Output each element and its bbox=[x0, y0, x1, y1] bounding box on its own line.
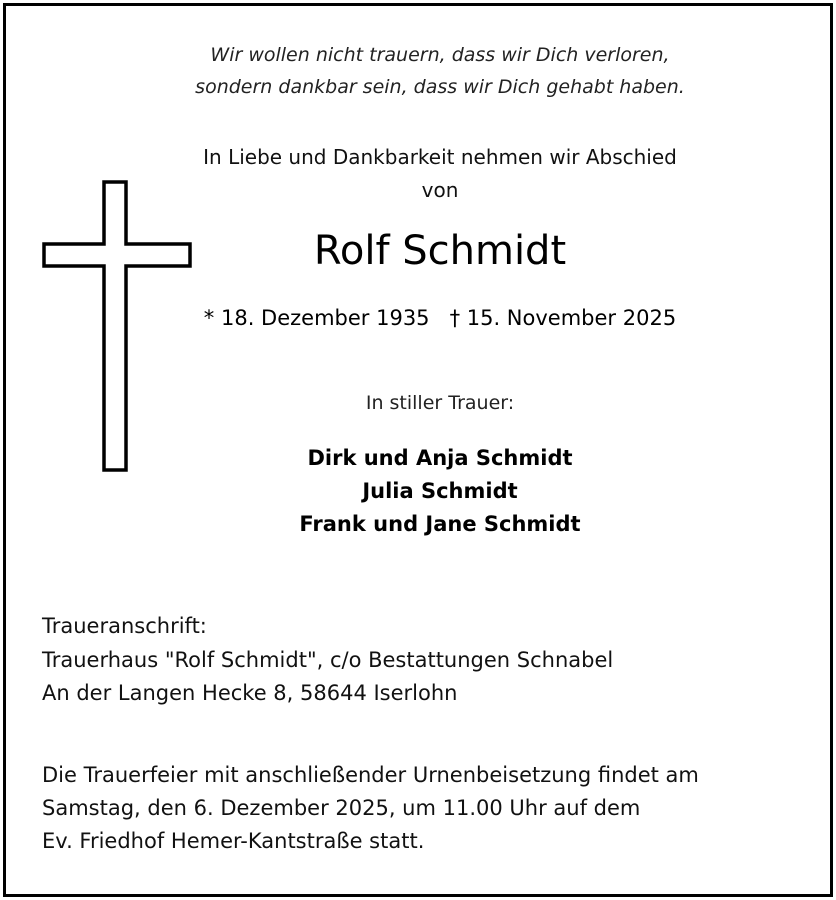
mourner-name: Frank und Jane Schmidt bbox=[299, 512, 581, 536]
deceased-name: Rolf Schmidt bbox=[313, 228, 567, 274]
mourners-heading: In stiller Trauer: bbox=[365, 392, 515, 414]
motto-line-1: Wir wollen nicht trauern, dass wir Dich verloren, bbox=[210, 44, 670, 66]
intro-line-2: von bbox=[421, 178, 459, 202]
ceremony-line-3: Ev. Friedhof Hemer-Kantstraße statt. bbox=[42, 829, 425, 853]
ceremony-line-1: Die Trauerfeier mit anschließender Urnenbeisetzung findet am bbox=[42, 763, 699, 787]
mourner-name: Dirk und Anja Schmidt bbox=[307, 446, 573, 470]
motto-line-2: sondern dankbar sein, dass wir Dich gehabt haben. bbox=[195, 76, 685, 98]
mourner-name: Julia Schmidt bbox=[362, 479, 518, 503]
deceased-dates: * 18. Dezember 1935 † 15. November 2025 bbox=[203, 306, 677, 330]
address-line-1: Trauerhaus "Rolf Schmidt", c/o Bestattungen Schnabel bbox=[42, 648, 614, 672]
address-label: Traueranschrift: bbox=[42, 614, 207, 638]
ceremony-line-2: Samstag, den 6. Dezember 2025, um 11.00 Uhr auf dem bbox=[42, 796, 641, 820]
intro-line-1: In Liebe und Dankbarkeit nehmen wir Abschied bbox=[203, 145, 677, 169]
address-line-2: An der Langen Hecke 8, 58644 Iserlohn bbox=[42, 681, 458, 705]
